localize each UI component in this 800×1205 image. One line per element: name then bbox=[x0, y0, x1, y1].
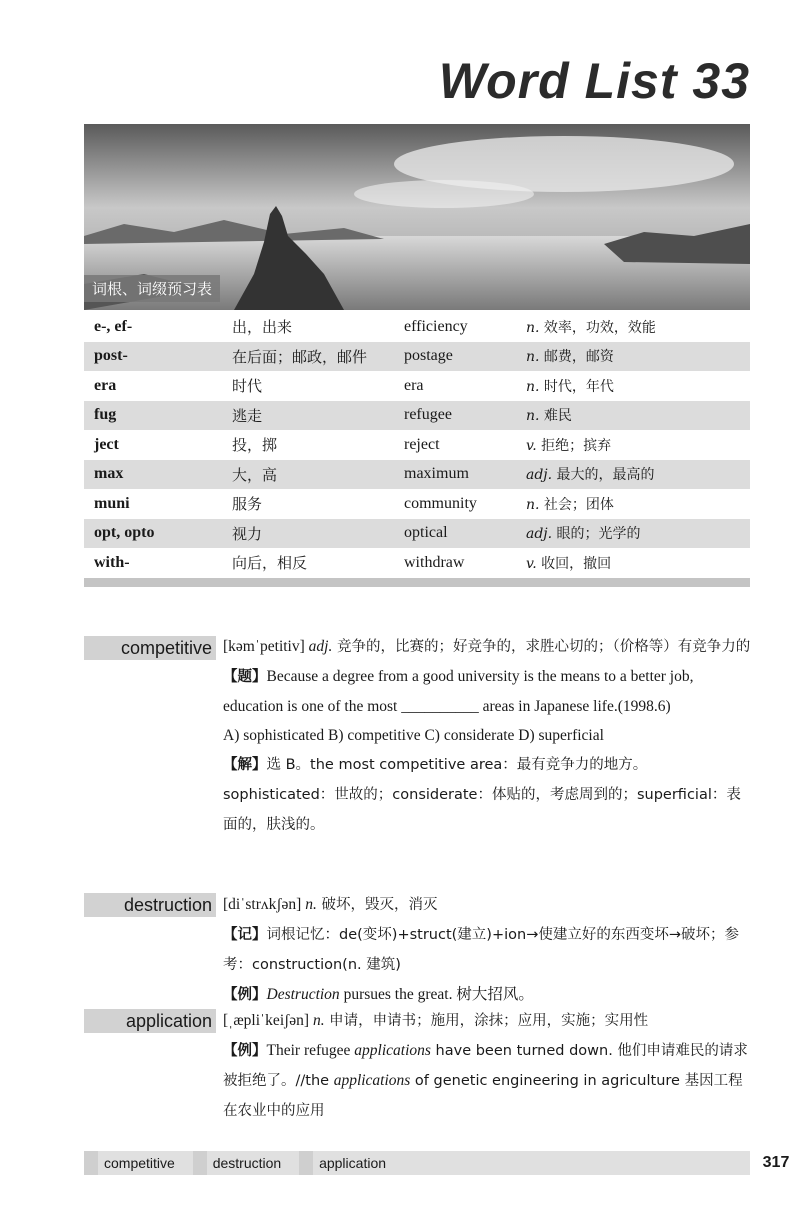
entry-word-destruction: destruction bbox=[84, 893, 216, 917]
question-line bbox=[223, 662, 751, 721]
word-meaning bbox=[516, 312, 750, 342]
example-emphasis-2: applications bbox=[333, 1072, 411, 1089]
root-meaning: 大，高 bbox=[222, 460, 394, 490]
root-affix: e-, ef- bbox=[94, 317, 133, 335]
example-word: withdraw bbox=[404, 553, 465, 571]
word-pos: n. bbox=[526, 496, 540, 513]
example-emphasis: Destruction bbox=[266, 986, 340, 1003]
root-affix: fug bbox=[84, 401, 222, 431]
memory-text: 词根记忆：de(变坏)+struct(建立)+ion→使建立好的东西变坏→破坏；参考：construction(n. 建筑) bbox=[223, 927, 739, 973]
example-word: community bbox=[404, 494, 477, 512]
word-pos: n. bbox=[526, 349, 540, 366]
footer-word-index bbox=[84, 1151, 750, 1175]
definition: 破坏，毁灭，消灭 bbox=[316, 897, 438, 913]
banner-image bbox=[84, 124, 750, 310]
example-word: postage bbox=[394, 342, 516, 372]
word-meaning-text: 难民 bbox=[539, 408, 572, 425]
entry-competitive bbox=[223, 632, 751, 840]
footer-item-destruction: destruction bbox=[193, 1151, 289, 1175]
root-affix: ject bbox=[94, 435, 119, 453]
word-meaning bbox=[516, 430, 750, 460]
roots-table bbox=[84, 312, 750, 578]
root-row bbox=[84, 401, 750, 431]
example-tag: 【例】 bbox=[223, 1043, 267, 1059]
example-text-1: Their refugee bbox=[266, 1042, 355, 1059]
root-affix: with- bbox=[94, 553, 130, 571]
root-affix: opt, opto bbox=[84, 519, 222, 549]
root-meaning: 投，掷 bbox=[232, 436, 278, 455]
word-meaning-text: 拒绝；摈弃 bbox=[536, 437, 612, 454]
entry-application bbox=[223, 1006, 751, 1126]
root-meaning: 在后面；邮政，邮件 bbox=[222, 342, 394, 372]
footer-item-application: application bbox=[299, 1151, 394, 1175]
definition: 申请，申请书；施用，涂抹；应用，实施；实用性 bbox=[324, 1013, 649, 1029]
word-meaning-text: 眼的；光学的 bbox=[552, 526, 641, 543]
example-tag: 【例】 bbox=[223, 987, 267, 1003]
answer-text: 选 B。the most competitive area：最有竞争力的地方。sophisticated：世故的；considerate：体贴的，考虑周到的；superficial：表面的，肤浅的。 bbox=[223, 757, 741, 833]
answer-line bbox=[223, 750, 751, 840]
example-word: refugee bbox=[394, 401, 516, 431]
example-text-2: have been turned down. 他们申请难民的请求被拒绝了。//the bbox=[223, 1043, 748, 1089]
example-word: optical bbox=[394, 519, 516, 549]
word-meaning bbox=[516, 371, 750, 401]
root-row bbox=[84, 342, 750, 372]
definition-line bbox=[223, 890, 751, 920]
root-row bbox=[84, 460, 750, 490]
word-pos: n. bbox=[526, 408, 540, 425]
word-pos: n. bbox=[526, 319, 540, 336]
footer-item-competitive: competitive bbox=[84, 1151, 183, 1175]
root-row bbox=[84, 430, 750, 460]
word-meaning-text: 时代，年代 bbox=[539, 378, 614, 395]
word-meaning-text: 最大的，最高的 bbox=[552, 467, 655, 484]
word-meaning-text: 效率，功效，效能 bbox=[539, 319, 656, 336]
entry-word-competitive: competitive bbox=[84, 636, 216, 660]
root-row bbox=[84, 519, 750, 549]
word-meaning bbox=[516, 401, 750, 431]
root-meaning: 服务 bbox=[232, 495, 263, 514]
word-meaning-text: 邮费，邮资 bbox=[539, 349, 614, 366]
question-text: Because a degree from a good university is the means to a better job, education is one of the most __________ areas in Japanese life.(1998.6) bbox=[223, 668, 694, 715]
root-meaning: 逃走 bbox=[222, 401, 394, 431]
example-word: maximum bbox=[394, 460, 516, 490]
root-row bbox=[84, 371, 750, 401]
example-word: era bbox=[404, 376, 424, 394]
word-meaning bbox=[516, 548, 750, 578]
word-pos: adj. bbox=[526, 526, 553, 543]
table-bottom-bar bbox=[84, 578, 750, 587]
root-meaning: 视力 bbox=[222, 519, 394, 549]
definition-line bbox=[223, 1006, 751, 1036]
word-pos: v. bbox=[526, 437, 537, 454]
definition-line bbox=[223, 632, 751, 662]
question-tag: 【题】 bbox=[223, 669, 267, 685]
root-row bbox=[84, 489, 750, 519]
word-meaning bbox=[516, 460, 750, 490]
word-meaning-text: 社会；团体 bbox=[539, 496, 614, 513]
root-meaning: 出，出来 bbox=[232, 318, 293, 337]
example-text-3: of genetic engineering in agriculture 基因工程在农业中的应用 bbox=[223, 1073, 743, 1119]
page-number: 317 bbox=[762, 1154, 790, 1171]
word-pos: v. bbox=[526, 555, 537, 572]
definition: 竞争的，比赛的；好竞争的，求胜心切的；（价格等）有竞争力的 bbox=[332, 639, 751, 655]
page-title: Word List 33 bbox=[438, 53, 750, 109]
entry-destruction bbox=[223, 890, 751, 1010]
word-pos: adj. bbox=[526, 467, 553, 484]
phonetic: [ˌæpliˈkeiʃən] bbox=[223, 1012, 310, 1029]
answer-tag: 【解】 bbox=[223, 757, 267, 773]
part-of-speech: n. bbox=[312, 1012, 325, 1029]
banner-label: 词根、词缀预习表 bbox=[84, 275, 220, 302]
example-word: reject bbox=[404, 435, 440, 453]
example-word: efficiency bbox=[404, 317, 468, 335]
entry-word-application: application bbox=[84, 1009, 216, 1033]
memory-tag: 【记】 bbox=[223, 927, 267, 943]
example-line bbox=[223, 1036, 751, 1126]
root-affix: max bbox=[84, 460, 222, 490]
example-emphasis-1: applications bbox=[354, 1042, 431, 1059]
part-of-speech: adj. bbox=[308, 638, 333, 655]
root-affix: era bbox=[94, 376, 117, 394]
word-meaning bbox=[516, 519, 750, 549]
word-meaning-text: 收回，撤回 bbox=[536, 555, 612, 572]
phonetic: [diˈstrʌkʃən] bbox=[223, 896, 302, 913]
phonetic: [kəmˈpetitiv] bbox=[223, 638, 305, 655]
word-meaning bbox=[516, 489, 750, 519]
example-text: pursues the great. 树大招风。 bbox=[339, 986, 534, 1003]
root-meaning: 时代 bbox=[232, 377, 263, 396]
options-line: A) sophisticated B) competitive C) considerate D) superficial bbox=[223, 727, 604, 744]
root-affix: muni bbox=[94, 494, 130, 512]
root-row bbox=[84, 312, 750, 342]
root-meaning: 向后，相反 bbox=[232, 554, 308, 573]
word-meaning bbox=[516, 342, 750, 372]
part-of-speech: n. bbox=[305, 896, 317, 913]
root-affix: post- bbox=[84, 342, 222, 372]
word-pos: n. bbox=[526, 378, 540, 395]
memory-line bbox=[223, 920, 751, 980]
root-row bbox=[84, 548, 750, 578]
